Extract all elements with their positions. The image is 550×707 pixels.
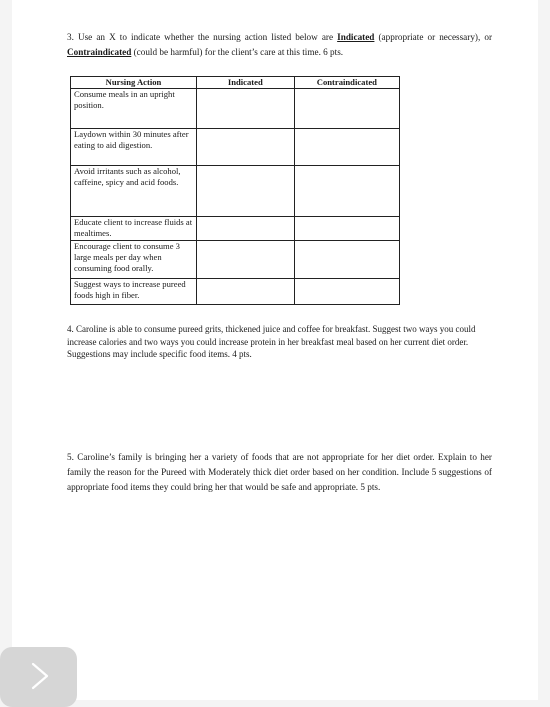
contraindicated-cell[interactable] bbox=[294, 241, 399, 279]
table-row bbox=[71, 166, 400, 217]
q3-mid: (appropriate or necessary), or bbox=[374, 32, 493, 42]
q3-contraindicated-term: Contraindicated bbox=[67, 47, 132, 57]
indicated-cell[interactable] bbox=[196, 89, 294, 129]
next-page-button[interactable] bbox=[0, 647, 77, 707]
document-page bbox=[12, 0, 538, 700]
table-header-row bbox=[71, 77, 400, 89]
contraindicated-cell[interactable] bbox=[294, 279, 399, 305]
indicated-cell[interactable] bbox=[196, 241, 294, 279]
action-cell: Encourage client to consume 3 large meals per day when consuming food orally. bbox=[71, 241, 197, 279]
action-cell: Avoid irritants such as alcohol, caffeine, spicy and acid foods. bbox=[71, 166, 197, 217]
action-cell: Educate client to increase fluids at mealtimes. bbox=[71, 217, 197, 241]
indicated-cell[interactable] bbox=[196, 166, 294, 217]
question-3 bbox=[67, 30, 492, 60]
header-nursing-action: Nursing Action bbox=[71, 77, 197, 89]
contraindicated-cell[interactable] bbox=[294, 166, 399, 217]
nursing-action-table bbox=[70, 76, 400, 305]
action-cell: Laydown within 30 minutes after eating to aid digestion. bbox=[71, 129, 197, 166]
chevron-right-icon bbox=[28, 661, 52, 691]
indicated-cell[interactable] bbox=[196, 129, 294, 166]
table-row bbox=[71, 241, 400, 279]
indicated-cell[interactable] bbox=[196, 279, 294, 305]
q3-intro: 3. Use an X to indicate whether the nursing action listed below are bbox=[67, 32, 338, 42]
header-contraindicated: Contraindicated bbox=[294, 77, 399, 89]
contraindicated-cell[interactable] bbox=[294, 89, 399, 129]
q3-outro: (could be harmful) for the client’s care at this time. 6 pts. bbox=[131, 47, 344, 57]
indicated-cell[interactable] bbox=[196, 217, 294, 241]
question-4: 4. Caroline is able to consume pureed grits, thickened juice and coffee for breakfast. Suggest two ways you could increase calories and two ways you could increase protein in her breakfast meal based on her current diet order. Suggestions may include specific food items. 4 pts. bbox=[67, 324, 476, 359]
header-indicated: Indicated bbox=[196, 77, 294, 89]
table-row bbox=[71, 129, 400, 166]
q3-indicated-term: Indicated bbox=[337, 32, 375, 42]
table-row bbox=[71, 89, 400, 129]
table-row bbox=[71, 217, 400, 241]
action-cell: Consume meals in an upright position. bbox=[71, 89, 197, 129]
action-cell: Suggest ways to increase pureed foods high in fiber. bbox=[71, 279, 197, 305]
contraindicated-cell[interactable] bbox=[294, 217, 399, 241]
question-5: 5. Caroline’s family is bringing her a variety of foods that are not appropriate for her diet order. Explain to her family the reason for the Pureed with Moderately thick diet order based on her condition. Include 5 suggestions of appropriate food items they could bring her that would be safe and appropriate. 5 pts. bbox=[67, 452, 492, 492]
table-row bbox=[71, 279, 400, 305]
contraindicated-cell[interactable] bbox=[294, 129, 399, 166]
